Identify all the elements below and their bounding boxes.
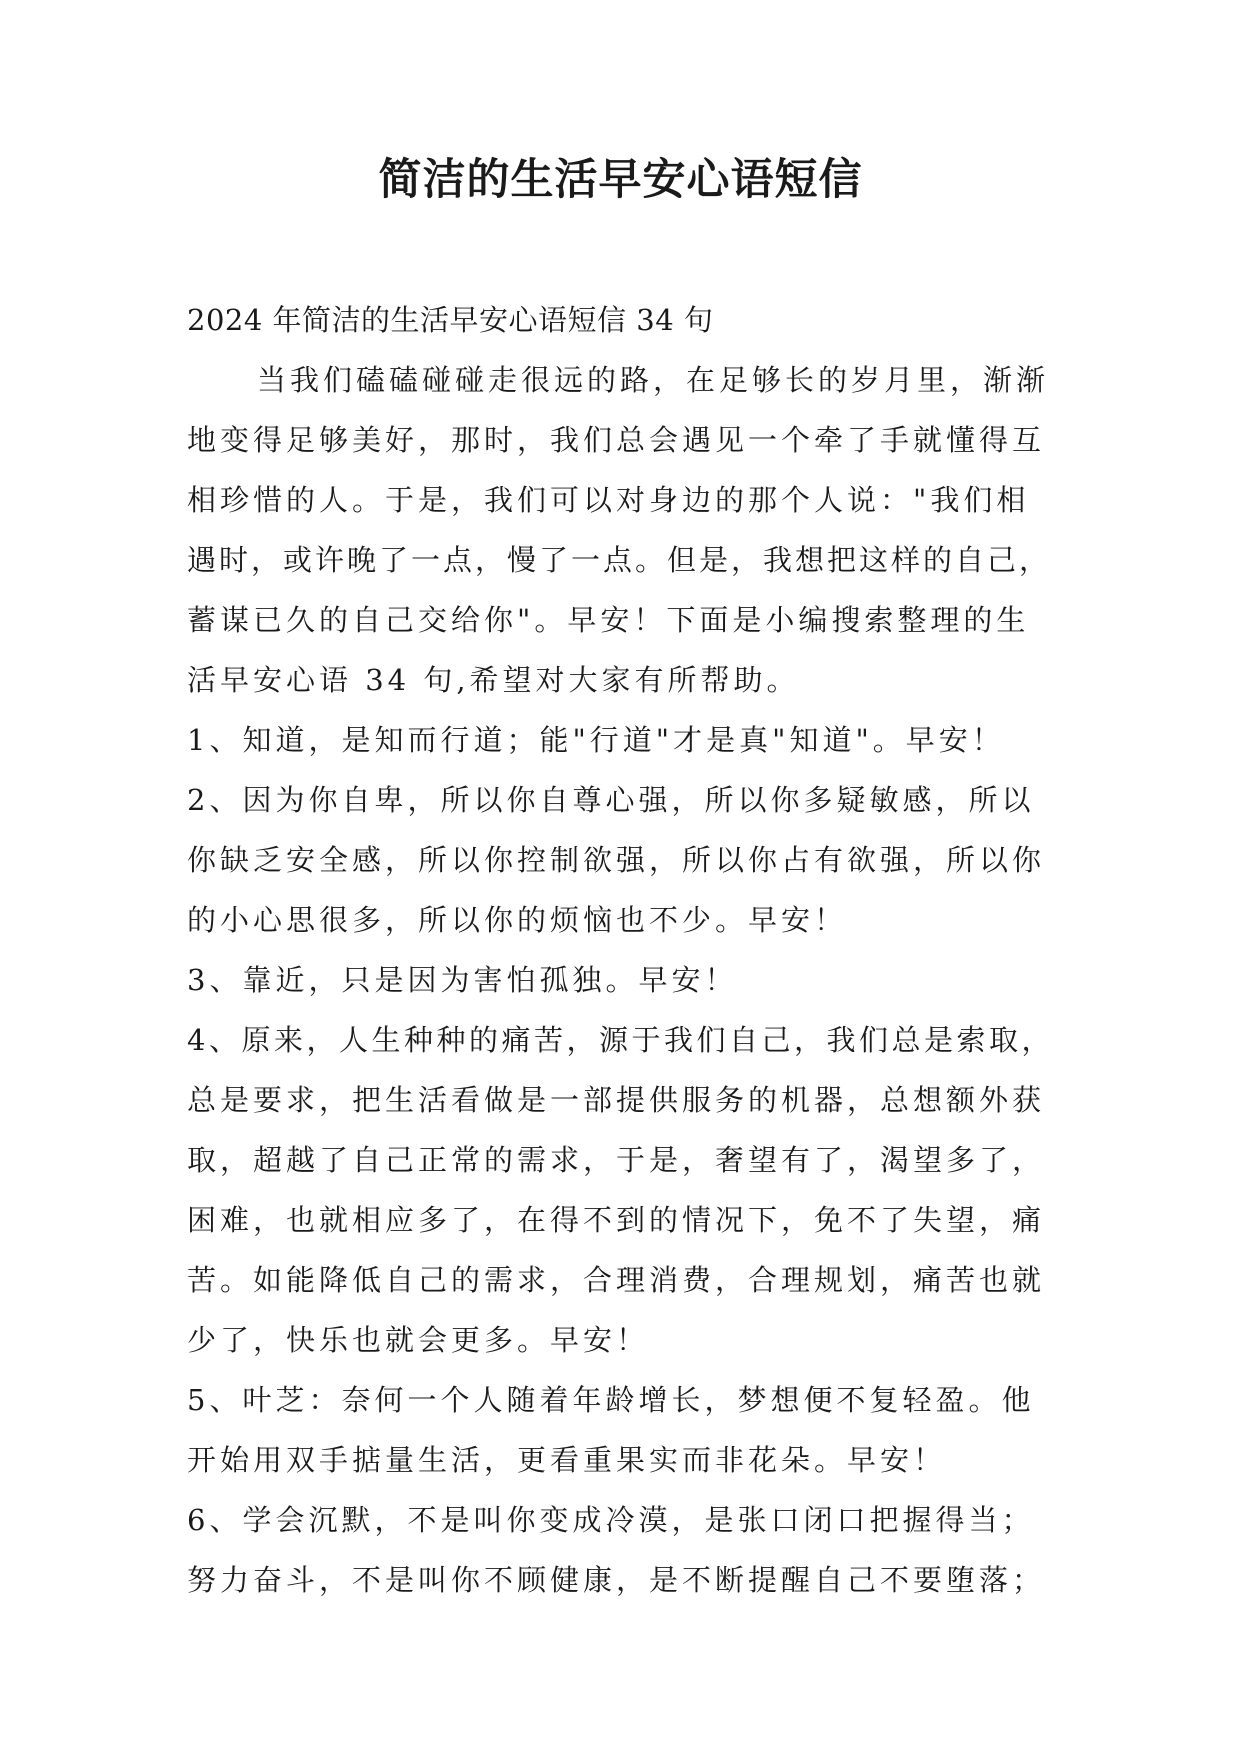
subtitle-line: 2024 年简洁的生活早安心语短信 34 句 (187, 303, 714, 337)
intro-line: 地变得足够美好，那时，我们总会遇见一个牵了手就懂得互 (187, 423, 1046, 457)
intro-line: 遇时，或许晚了一点，慢了一点。但是，我想把这样的自己， (187, 543, 1052, 577)
quote-line: 5、叶芝：奈何一个人随着年龄增长，梦想便不复轻盈。他 (187, 1383, 1035, 1417)
quote-line: 开始用双手掂量生活，更看重果实而非花朵。早安！ (187, 1443, 947, 1477)
quote-line: 4、原来，人生种种的痛苦，源于我们自己，我们总是索取， (187, 1023, 1054, 1057)
quote-line: 少了，快乐也就会更多。早安！ (187, 1323, 650, 1357)
document-title: 简洁的生活早安心语短信 (378, 155, 863, 205)
quote-line: 2、因为你自卑，所以你自尊心强，所以你多疑敏感，所以 (187, 783, 1035, 817)
quote-line: 取，超越了自己正常的需求，于是，奢望有了，渴望多了， (187, 1143, 1046, 1177)
quote-line: 困难，也就相应多了，在得不到的情况下，免不了失望，痛 (187, 1203, 1046, 1237)
intro-line: 相珍惜的人。于是，我们可以对身边的那个人说："我们相 (187, 483, 1030, 517)
quote-line: 你缺乏安全感，所以你控制欲强，所以你占有欲强，所以你 (187, 843, 1046, 877)
quote-line: 3、靠近，只是因为害怕孤独。早安！ (187, 963, 738, 997)
quote-line: 苦。如能降低自己的需求，合理消费，合理规划，痛苦也就 (187, 1263, 1046, 1297)
intro-line: 蓄谋已久的自己交给你"。早安！下面是小编搜索整理的生 (187, 603, 1030, 637)
quote-line: 的小心思很多，所以你的烦恼也不少。早安！ (187, 903, 848, 937)
document-body (187, 290, 1057, 1610)
quote-line: 努力奋斗，不是叫你不顾健康，是不断提醒自己不要堕落； (187, 1563, 1046, 1597)
quote-line: 1、知道，是知而行道；能"行道"才是真"知道"。早安！ (187, 723, 1005, 757)
intro-line: 当我们磕磕碰碰走很远的路，在足够长的岁月里，渐渐 (257, 363, 1050, 397)
intro-line: 活早安心语 34 句,希望对大家有所帮助。 (187, 663, 800, 697)
quote-line: 总是要求，把生活看做是一部提供服务的机器，总想额外获 (187, 1083, 1046, 1117)
quote-line: 6、学会沉默，不是叫你变成冷漠，是张口闭口把握得当； (187, 1503, 1035, 1537)
